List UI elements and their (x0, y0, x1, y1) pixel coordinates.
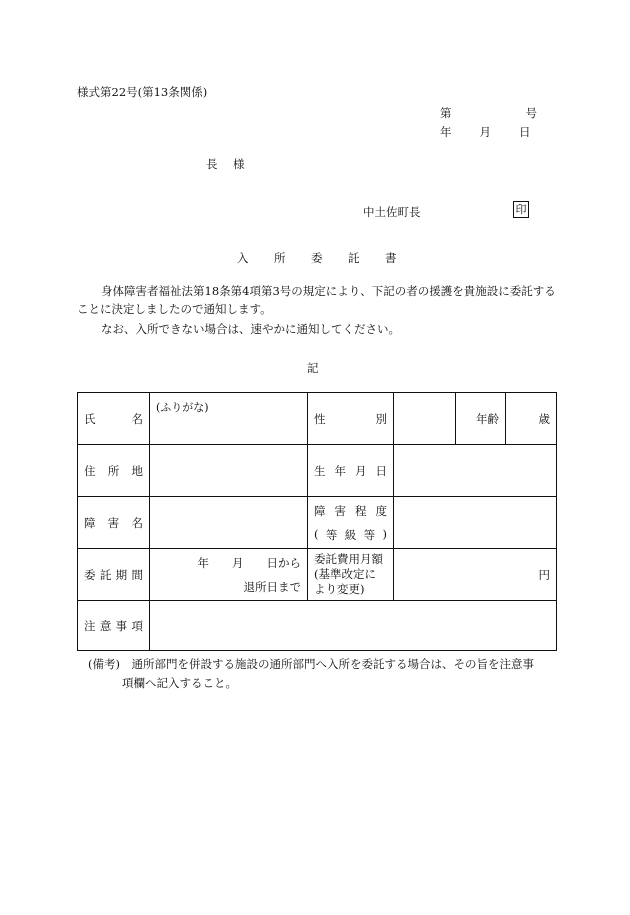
disability-degree-cell[interactable] (394, 497, 557, 549)
document-number-line (440, 105, 537, 121)
disability-degree-label: 障 害 程 度 ( 等 級 等 ) (308, 497, 394, 549)
form-number: 様式第22号(第13条関係) (77, 85, 208, 99)
document-title (237, 250, 422, 266)
period-from: 年 月 日から (197, 555, 301, 570)
title-char: 託 (348, 251, 360, 265)
notes-cell[interactable] (150, 601, 557, 651)
month-label: 月 (479, 125, 491, 139)
number-prefix: 第 (440, 106, 452, 120)
issuer-name: 中土佐町長 (363, 205, 421, 219)
title-char: 委 (311, 251, 323, 265)
gender-label: 性 別 (308, 393, 394, 445)
age-label: 年齢 (456, 393, 506, 445)
year-label: 年 (440, 125, 452, 139)
table-row (78, 393, 557, 445)
fee-label: 委託費用月額 (基準改定に より変更) (308, 549, 394, 601)
name-cell[interactable] (150, 393, 308, 445)
number-suffix: 号 (525, 106, 537, 120)
date-line (440, 124, 531, 140)
title-char: 所 (274, 251, 286, 265)
birthdate-cell[interactable] (394, 445, 557, 497)
body-paragraph-2: なお、入所できない場合は、速やかに通知してください。 (101, 322, 400, 336)
address-cell[interactable] (150, 445, 308, 497)
day-label: 日 (519, 125, 531, 139)
seal-mark: 印 (513, 201, 529, 218)
furigana-label: (ふりがな) (156, 400, 209, 414)
body-paragraph-1: 身体障害者福祉法第18条第4項第3号の規定により、下記の者の援護を貴施設に委託することに決定しましたので通知します。 (77, 284, 556, 316)
name-label: 氏 名 (78, 393, 150, 445)
remarks-label: (備考) (88, 657, 120, 671)
remarks (88, 655, 558, 693)
table-row (78, 497, 557, 549)
address-label: 住 所 地 (78, 445, 150, 497)
gender-cell[interactable] (394, 393, 456, 445)
disability-name-label: 障 害 名 (78, 497, 150, 549)
period-cell[interactable] (150, 549, 308, 601)
remarks-text-1: 通所部門を併設する施設の通所部門へ入所を委託する場合は、その旨を注意事 (131, 657, 534, 671)
fee-cell[interactable] (394, 549, 557, 601)
addressee: 長 様 (206, 157, 247, 171)
table-row (78, 549, 557, 601)
notes-label: 注 意 事 項 (78, 601, 150, 651)
title-char: 入 (237, 251, 249, 265)
period-label: 委 託 期 間 (78, 549, 150, 601)
table-row (78, 601, 557, 651)
disability-name-cell[interactable] (150, 497, 308, 549)
period-to: 退所日まで (243, 579, 301, 594)
birthdate-label: 生 年 月 日 (308, 445, 394, 497)
remarks-text-2: 項欄へ記入すること。 (122, 676, 237, 690)
table-row (78, 445, 557, 497)
age-cell[interactable] (506, 393, 557, 445)
fee-unit: 円 (538, 567, 550, 582)
ki-heading: 記 (307, 361, 319, 375)
age-unit: 歳 (538, 411, 550, 426)
title-char: 書 (385, 251, 397, 265)
placement-form-table (77, 392, 557, 651)
